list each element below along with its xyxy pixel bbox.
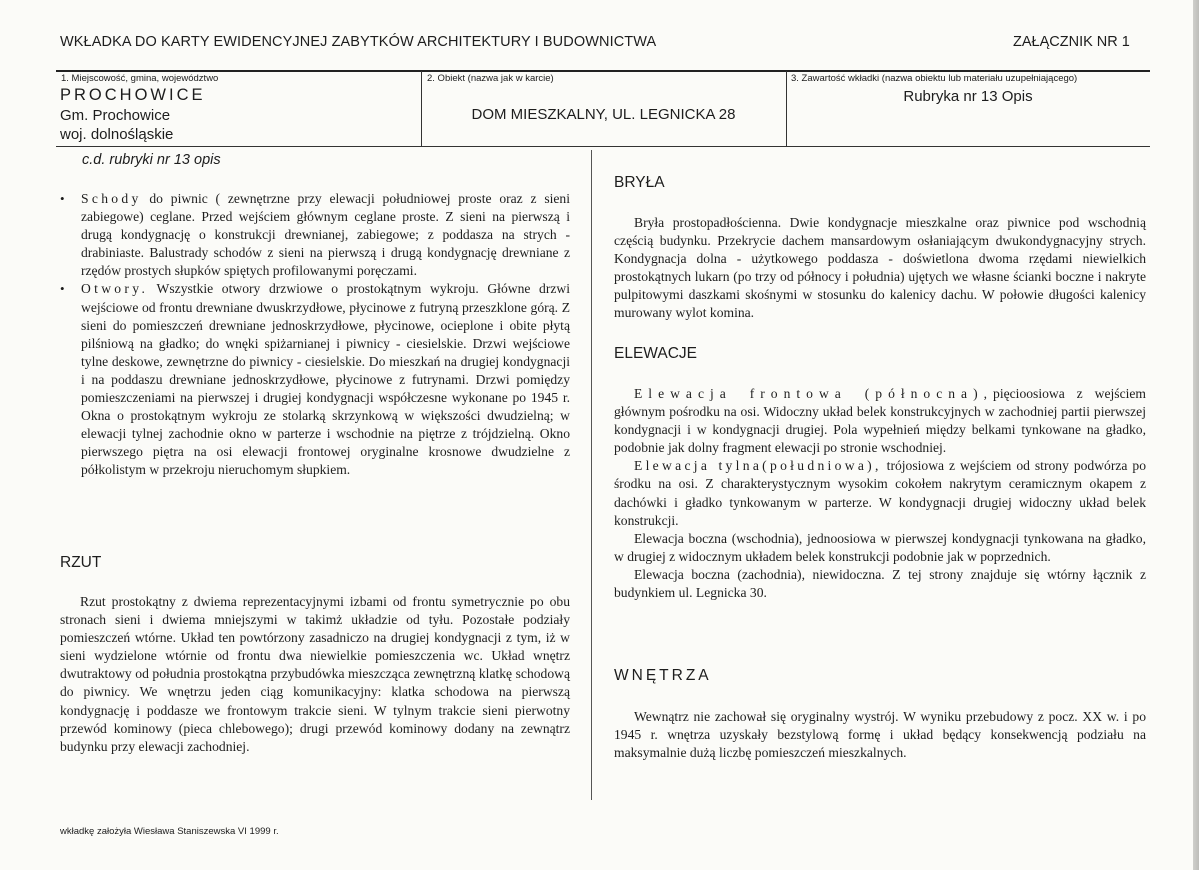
header-rule [56,70,1150,72]
section-wnetrza [614,708,1146,762]
location-city: PROCHOWICE [60,86,206,104]
heading-wnetrza: WNĘTRZA [614,667,712,684]
rzut-text: Rzut prostokątny z dwiema reprezentacyjnymi izbami od frontu symetrycznie po obu stronach sieni i dwiema mniejszymi w takimż układzie od tyłu. Pozostałe podziały pomieszczeń wtórne. Układ ten powtórzony zasadniczo na drugiej kondygnacji z tym, iż w sieni wydzielone wtórnie od frontu dwa niewielkie pomieszczenia wc. Układ wnętrz dwutraktowy od południa prostokątna przybudówka mieszcząca zewnętrzną klatkę schodową do piwnicy. We wnętrzu jeden ciąg komunikacyjny: klatka schodowa na pierwszą kondygnację i poddasze we frontowym trakcie sieni. W tylnym trakcie sieni pierwotny przewód kominowy (pieca chlebowego); drugi przewód kominowy dodany na zewnątrz budynku przy elewacji zachodniej. [60,594,570,754]
heading-bryla: BRYŁA [614,174,665,191]
fields-bottom-rule [56,146,1150,147]
elewacja-wschodnia [614,530,1146,566]
document-title: WKŁADKA DO KARTY EWIDENCYJNEJ ZABYTKÓW ARCHITEKTURY I BUDOWNICTWA [60,34,657,50]
section-bryla [614,214,1146,323]
left-column [60,190,570,480]
column-divider [591,150,592,800]
bryla-text: Bryła prostopadłościenna. Dwie kondygnacje mieszkalne oraz piwnice pod wschodnią częścią budynku. Przekrycie dachem mansardowym osłaniającym dwukondygnacyjny strych. Kondygnacja dolna - użytkowego poddasza - doświetlona dwoma rzędami niewielkich prostokątnych lukarn (po trzy od północy i południa) ujętych we własne ścianki boczne i nakryte pulpitowymi daszkami skośnymi w stosunku do kalenicy dachu. W połowie długości kalenicy murowany wylot komina. [614,215,1146,321]
elewacja-frontowa-text: pięcioosiowa z wejściem głównym pośrodku na osi. Widoczny układ belek konstrukcyjnych w zachodniej partii pierwszej kondygnacji i w kondygnacji drugiej. Pola wypełnień między belkami tynkowane na gładko, podobnie jak dolny fragment elewacji po stronie wschodniej. [614,386,1146,456]
field-divider-2 [786,71,787,146]
elewacja-zachodnia [614,566,1146,602]
bullet-lead-schody: Schody [81,191,142,206]
object-label: 2. Obiekt (nazwa jak w karcie) [427,73,554,84]
content-value: Rubryka nr 13 Opis [903,88,1033,105]
elewacja-zachodnia-text: niewidoczna. Z tej strony znajduje się wtórny łącznik z budynkiem ul. Legnicka 30. [614,566,1146,601]
bullet-lead-otwory: Otwory. [81,281,149,297]
content-label: 3. Zawartość wkładki (nazwa obiektu lub materiału uzupełniającego) [791,73,1078,84]
elewacja-frontowa-lead: Elewacja frontowa (północna), [634,386,994,401]
list-item-schody [60,190,570,280]
wnetrza-text: Wewnątrz nie zachował się oryginalny wystrój. W wyniku przebudowy z pocz. XX w. i po 1945 r. wnętrza uzyskały bezstylową formę i układ będący konsekwencją podziału na maksymalnie dużą liczbę pomieszczeń mieszkalnych. [614,709,1146,761]
elewacja-wschodnia-lead: Elewacja boczna (wschodnia), [634,530,803,546]
elewacja-zachodnia-lead: Elewacja boczna (zachodnia), [634,566,805,582]
elewacja-frontowa [614,385,1146,457]
location-label: 1. Miejscowość, gmina, województwo [61,73,219,84]
bullet-text-schody: do piwnic ( zewnętrzne przy elewacji południowej proste oraz z sieni zabiegowe) ceglane. Przed wejściem głównym ceglane proste. Z sieni na pierwszą i drugą kondygnację o konstrukcji drewnianej, zabiegowe; z poddasza na strych - drabiniaste. Balustrady schodów z sieni na pierwszą i drugą kondygnację drewniane z rzędów prostych słupków spiętych profilowanymi poręczami. [81,191,570,279]
bullet-list [60,190,570,480]
elewacja-wschodnia-text: jednoosiowa w pierwszej kondygnacji tynkowana na gładko, w drugiej z widocznym układem belek konstrukcji podobnie jak w poprzednich. [614,530,1147,564]
elewacja-tylna-text: trójosiowa z wejściem od strony podwórza po środku na osi. Z charakterystycznym wysokim cokołem nakrytym ceramicznym okapem z dachówki i gładko tynkowanym w parterze. W kondygnacji drugiej widoczny układ belek konstrukcji. [614,458,1146,528]
attachment-number: ZAŁĄCZNIK NR 1 [1013,34,1130,50]
elewacja-tylna-lead: Elewacja tylna(południowa), [634,458,882,474]
section-elewacje [614,385,1146,602]
heading-rzut: RZUT [60,554,102,571]
location-gmina: Gm. Prochowice [60,107,171,124]
bullet-text-otwory: Wszystkie otwory drzwiowe o prostokątnym wykroju. Główne drzwi wejściowe od frontu drewniane dwuskrzydłowe, płycinowe z futryną przeszklone górą. Z sieni do pomieszczeń drewniane jednoskrzydłowe, płycinowe, ocieplone i obite płytą pilśniową na gładko; do wnęki spiżarnianej i piwnicy - ciesielskie. Drzwi wejściowe tylne deskowe, zewnętrzne do piwnicy - ciesielskie. Do mieszkań na drugiej kondygnacji i na poddaszu drewniane jednoskrzydłowe, płycinowe z futrynami. Drzwi pomiędzy pomieszczeniami na pierwszej i drugiej kondygnacji współczesne wykonane po 1945 r. Okna o prostokątnym wykroju ze stolarką skrzynkową w większości dwudzielną; w elewacji tylnej zachodnie okno w parterze i wschodnie na piętrze z trójdzielną. Okno pierwszego piętra na osi elewacji frontowej oryginalne krosnowe dwudzielne z półkolistym w przekroju nieruchomym słupkiem. [81,281,570,478]
object-name: DOM MIESZKALNY, UL. LEGNICKA 28 [471,106,736,123]
heading-elewacje: ELEWACJE [614,345,697,362]
continuation-note: c.d. rubryki nr 13 opis [82,152,221,168]
elewacja-tylna [614,457,1146,529]
list-item-otwory [60,280,570,479]
footer-note: wkładkę założyła Wiesława Staniszewska VI 1999 r. [60,826,279,837]
location-voivodeship: woj. dolnośląskie [60,126,174,143]
section-rzut [60,593,570,756]
page-edge [1193,0,1199,870]
